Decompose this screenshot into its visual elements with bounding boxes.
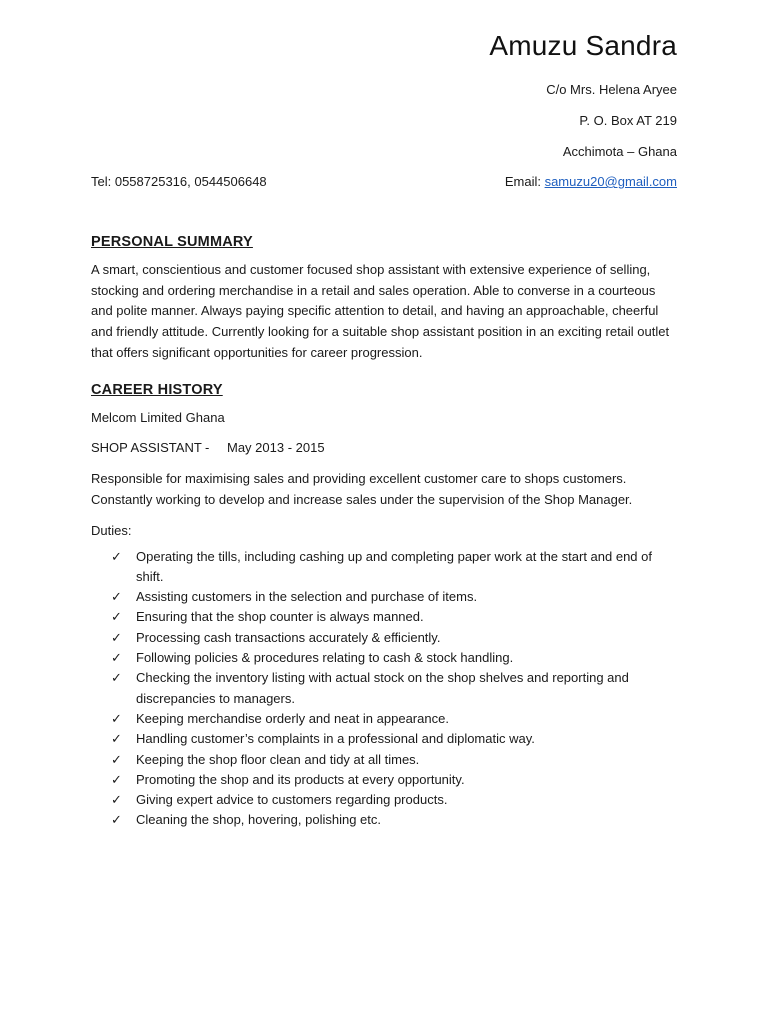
duty-item [111, 587, 676, 607]
candidate-name: Amuzu Sandra [489, 30, 677, 61]
duty-text: Keeping merchandise orderly and neat in appearance. [136, 710, 449, 726]
duties-label: Duties: [91, 522, 132, 538]
duty-item [111, 810, 676, 830]
checkmark-icon: ✓ [111, 731, 122, 747]
checkmark-icon: ✓ [111, 609, 122, 625]
checkmark-icon: ✓ [111, 650, 122, 666]
duty-item [111, 770, 676, 790]
address-line-3: Acchimota – Ghana [562, 144, 677, 159]
duty-item [111, 668, 676, 709]
checkmark-icon: ✓ [111, 812, 122, 828]
email-line [505, 174, 677, 189]
duty-item [111, 648, 676, 668]
telephone: Tel: 0558725316, 0544506648 [91, 174, 267, 189]
duty-item [111, 607, 676, 627]
duty-text: Ensuring that the shop counter is always manned. [136, 609, 424, 625]
role-description: Responsible for maximising sales and providing excellent customer care to shops customers. Constantly working to develop and increase sales under the supervision of the Shop Manager. [91, 471, 633, 507]
duty-text: Checking the inventory listing with actual stock on the shop shelves and reporting and discrepancies to managers. [136, 670, 629, 706]
duty-text: Following policies & procedures relating to cash & stock handling. [136, 650, 514, 666]
role-separator: - [205, 440, 210, 456]
email-label: Email: [504, 174, 545, 189]
duty-text: Promoting the shop and its products at every opportunity. [136, 771, 465, 787]
checkmark-icon: ✓ [111, 751, 122, 767]
checkmark-icon: ✓ [111, 792, 122, 808]
checkmark-icon: ✓ [111, 548, 122, 564]
checkmark-icon: ✓ [111, 710, 122, 726]
checkmark-icon: ✓ [111, 670, 122, 686]
duty-text: Handling customer’s complaints in a professional and diplomatic way. [136, 731, 535, 747]
summary-heading: PERSONAL SUMMARY [91, 234, 253, 250]
duty-text: Giving expert advice to customers regarding products. [136, 792, 448, 808]
resume-body [91, 232, 676, 831]
duty-text: Processing cash transactions accurately & efficiently. [136, 629, 441, 645]
career-heading: CAREER HISTORY [91, 381, 223, 398]
role-line [91, 438, 676, 459]
duty-item [111, 547, 676, 588]
duty-item [111, 709, 676, 729]
summary-text: A smart, conscientious and customer focused shop assistant with extensive experience of selling, stocking and ordering merchandise in a retail and sales operation. Able to converse in a courteous and polite manner. Always paying specific attention to detail, and having an approachable, cheerful and friendly attitude. Currently looking for a suitable shop assistant position in an exciting retail outlet that offers significant opportunities for career progression. [91, 261, 670, 360]
role-title: SHOP ASSISTANT [91, 440, 202, 456]
address-line-1: C/o Mrs. Helena Aryee [546, 82, 677, 97]
duties-list [91, 547, 676, 831]
duty-item [111, 628, 676, 648]
duty-text: Operating the tills, including cashing up and completing paper work at the start and end of shift. [136, 548, 652, 584]
role-dates: May 2013 - 2015 [227, 440, 325, 456]
duty-item [111, 790, 676, 810]
duty-item [111, 729, 676, 749]
employer: Melcom Limited Ghana [91, 409, 225, 425]
checkmark-icon: ✓ [111, 589, 122, 605]
address-line-2: P. O. Box AT 219 [579, 113, 677, 128]
duty-text: Assisting customers in the selection and purchase of items. [136, 589, 478, 605]
checkmark-icon: ✓ [111, 629, 122, 645]
checkmark-icon: ✓ [111, 771, 122, 787]
duty-text: Cleaning the shop, hovering, polishing etc. [136, 812, 381, 828]
email-link[interactable]: samuzu20@gmail.com [544, 174, 677, 189]
duty-item [111, 750, 676, 770]
header-divider [0, 194, 768, 198]
duty-text: Keeping the shop floor clean and tidy at all times. [136, 751, 420, 767]
